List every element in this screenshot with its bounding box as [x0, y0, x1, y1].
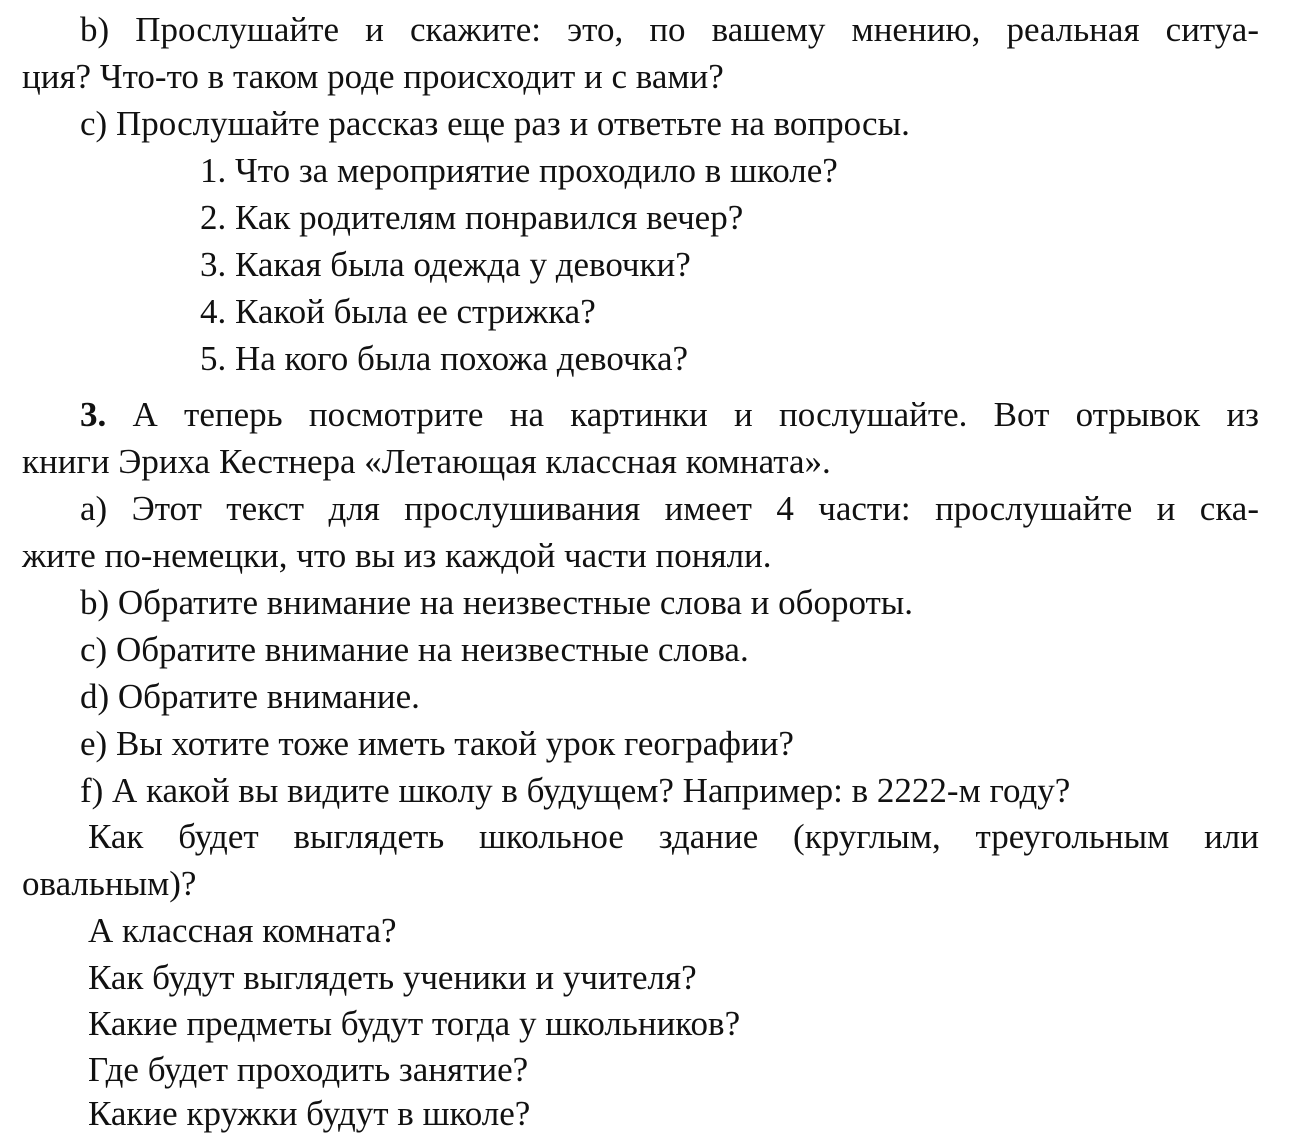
followup-question-1: А классная комната?: [88, 911, 397, 950]
followup-question-5: Какие кружки будут в школе?: [88, 1094, 531, 1133]
task-3a-line-1: a) Этот текст для прослушивания имеет 4 части: прослушайте и ска-: [80, 489, 1259, 528]
task-2b-line-2: ция? Что-то в таком роде происходит и с вами?: [22, 57, 724, 96]
task-2c-intro: c) Прослушайте рассказ еще раз и ответьте на вопросы.: [80, 104, 910, 143]
followup-question-3: Какие предметы будут тогда у школьников?: [88, 1004, 741, 1043]
question-1: 1. Что за мероприятие проходило в школе?: [200, 151, 838, 190]
question-3: 3. Какая была одежда у девочки?: [200, 245, 691, 284]
building-question-line-1: Как будет выглядеть школьное здание (круглым, треугольным или: [88, 817, 1259, 856]
question-5: 5. На кого была похожа девочка?: [200, 339, 689, 378]
task-3-intro-line-2: книги Эриха Кестнера «Летающая классная комната».: [22, 442, 831, 481]
task-3f: f) А какой вы видите школу в будущем? Например: в 2222-м году?: [80, 771, 1071, 810]
task-3-number: 3.: [80, 395, 107, 434]
task-2b-line-1: b) Прослушайте и скажите: это, по вашему мнению, реальная ситуа-: [80, 10, 1259, 49]
task-3b: b) Обратите внимание на неизвестные слова и обороты.: [80, 583, 914, 622]
building-question-line-2: овальным)?: [22, 864, 197, 903]
question-4: 4. Какой была ее стрижка?: [200, 292, 596, 331]
task-3d: d) Обратите внимание.: [80, 677, 420, 716]
task-3c: c) Обратите внимание на неизвестные слова.: [80, 630, 749, 669]
task-3a-line-2: жите по-немецки, что вы из каждой части поняли.: [22, 536, 772, 575]
task-3-intro-line-1: [80, 391, 1259, 438]
followup-question-4: Где будет проходить занятие?: [88, 1050, 529, 1089]
task-3e: e) Вы хотите тоже иметь такой урок географии?: [80, 724, 794, 763]
followup-question-2: Как будут выглядеть ученики и учителя?: [88, 958, 697, 997]
task-3-intro-text: А теперь посмотрите на картинки и послушайте. Вот отрывок из: [132, 395, 1259, 434]
question-2: 2. Как родителям понравился вечер?: [200, 198, 744, 237]
